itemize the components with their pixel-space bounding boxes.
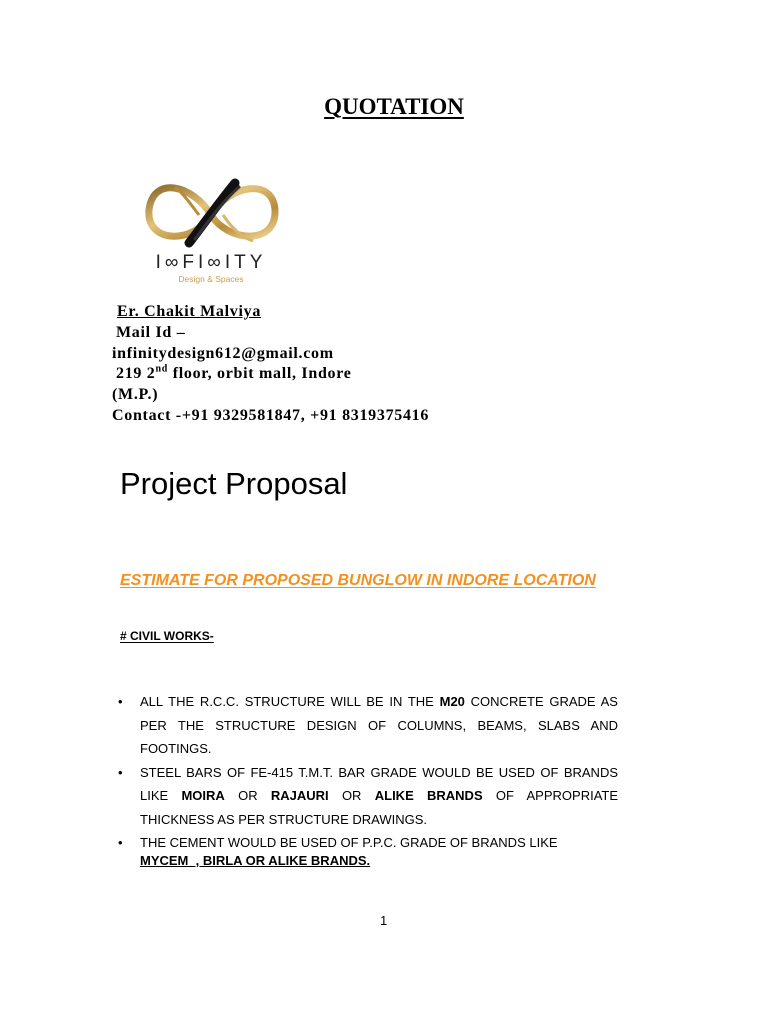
bullet-bold-text: M20 [439,694,465,709]
email-address: infinitydesign612@gmail.com [112,344,334,362]
address-rest: floor, orbit mall, Indore [168,365,352,383]
bullet-text: ALL THE R.C.C. STRUCTURE WILL BE IN THE [140,694,440,709]
list-item [118,761,618,832]
contact-phones: Contact -+91 9329581847, +91 8319375416 [112,406,430,424]
bullet-icon: • [118,764,123,780]
bullet-bold-text: RAJAURI [270,788,329,803]
address-number: 219 2 [116,365,156,383]
bullet-text: CONCRETE GRADE AS PER THE STRUCTURE DESIGN OF COLUMNS, BEAMS, SLABS AND FOOTINGS. [140,694,618,756]
bullet-text: OF APPROPRIATE THICKNESS AS PER STRUCTURE DRAWINGS. [140,788,619,827]
mail-label: Mail Id – [116,323,186,341]
section-heading-civil-works: # CIVIL WORKS- [120,629,214,643]
company-logo [113,165,309,287]
contact-block [112,302,429,427]
bullet-icon: • [118,835,123,850]
document-title: QUOTATION [324,94,464,119]
bullet-text: THE CEMENT WOULD BE USED OF P.P.C. GRADE OF BRANDS LIKE [140,835,558,850]
address-state: (M.P.) [112,386,159,404]
logo-tagline: Design & Spaces [178,274,244,284]
bullet-icon: • [118,694,123,709]
list-item [118,690,618,761]
address-superscript: nd [155,364,169,376]
list-item [118,831,618,855]
bullet-text: STEEL BARS OF FE-415 T.M.T. BAR GRADE WOULD BE USED OF BRANDS LIKE [140,764,618,803]
bullet-text: OR [224,788,271,803]
proposal-heading: Project Proposal [120,466,348,501]
bullet-text: OR [328,788,375,803]
cement-brands-line: MYCEM , BIRLA OR ALIKE BRANDS. [140,853,371,868]
bullet-bold-text: MOIRA [181,788,225,803]
estimate-heading: ESTIMATE FOR PROPOSED BUNGLOW IN INDORE LOCATION [120,572,596,589]
logo-brand-text: I∞FI∞ITY [155,252,267,273]
page-number: 1 [380,913,388,928]
contact-name: Er. Chakit Malviya [117,303,262,320]
bullet-bold-text: ALIKE BRANDS [374,788,483,803]
civil-works-list [118,690,618,855]
